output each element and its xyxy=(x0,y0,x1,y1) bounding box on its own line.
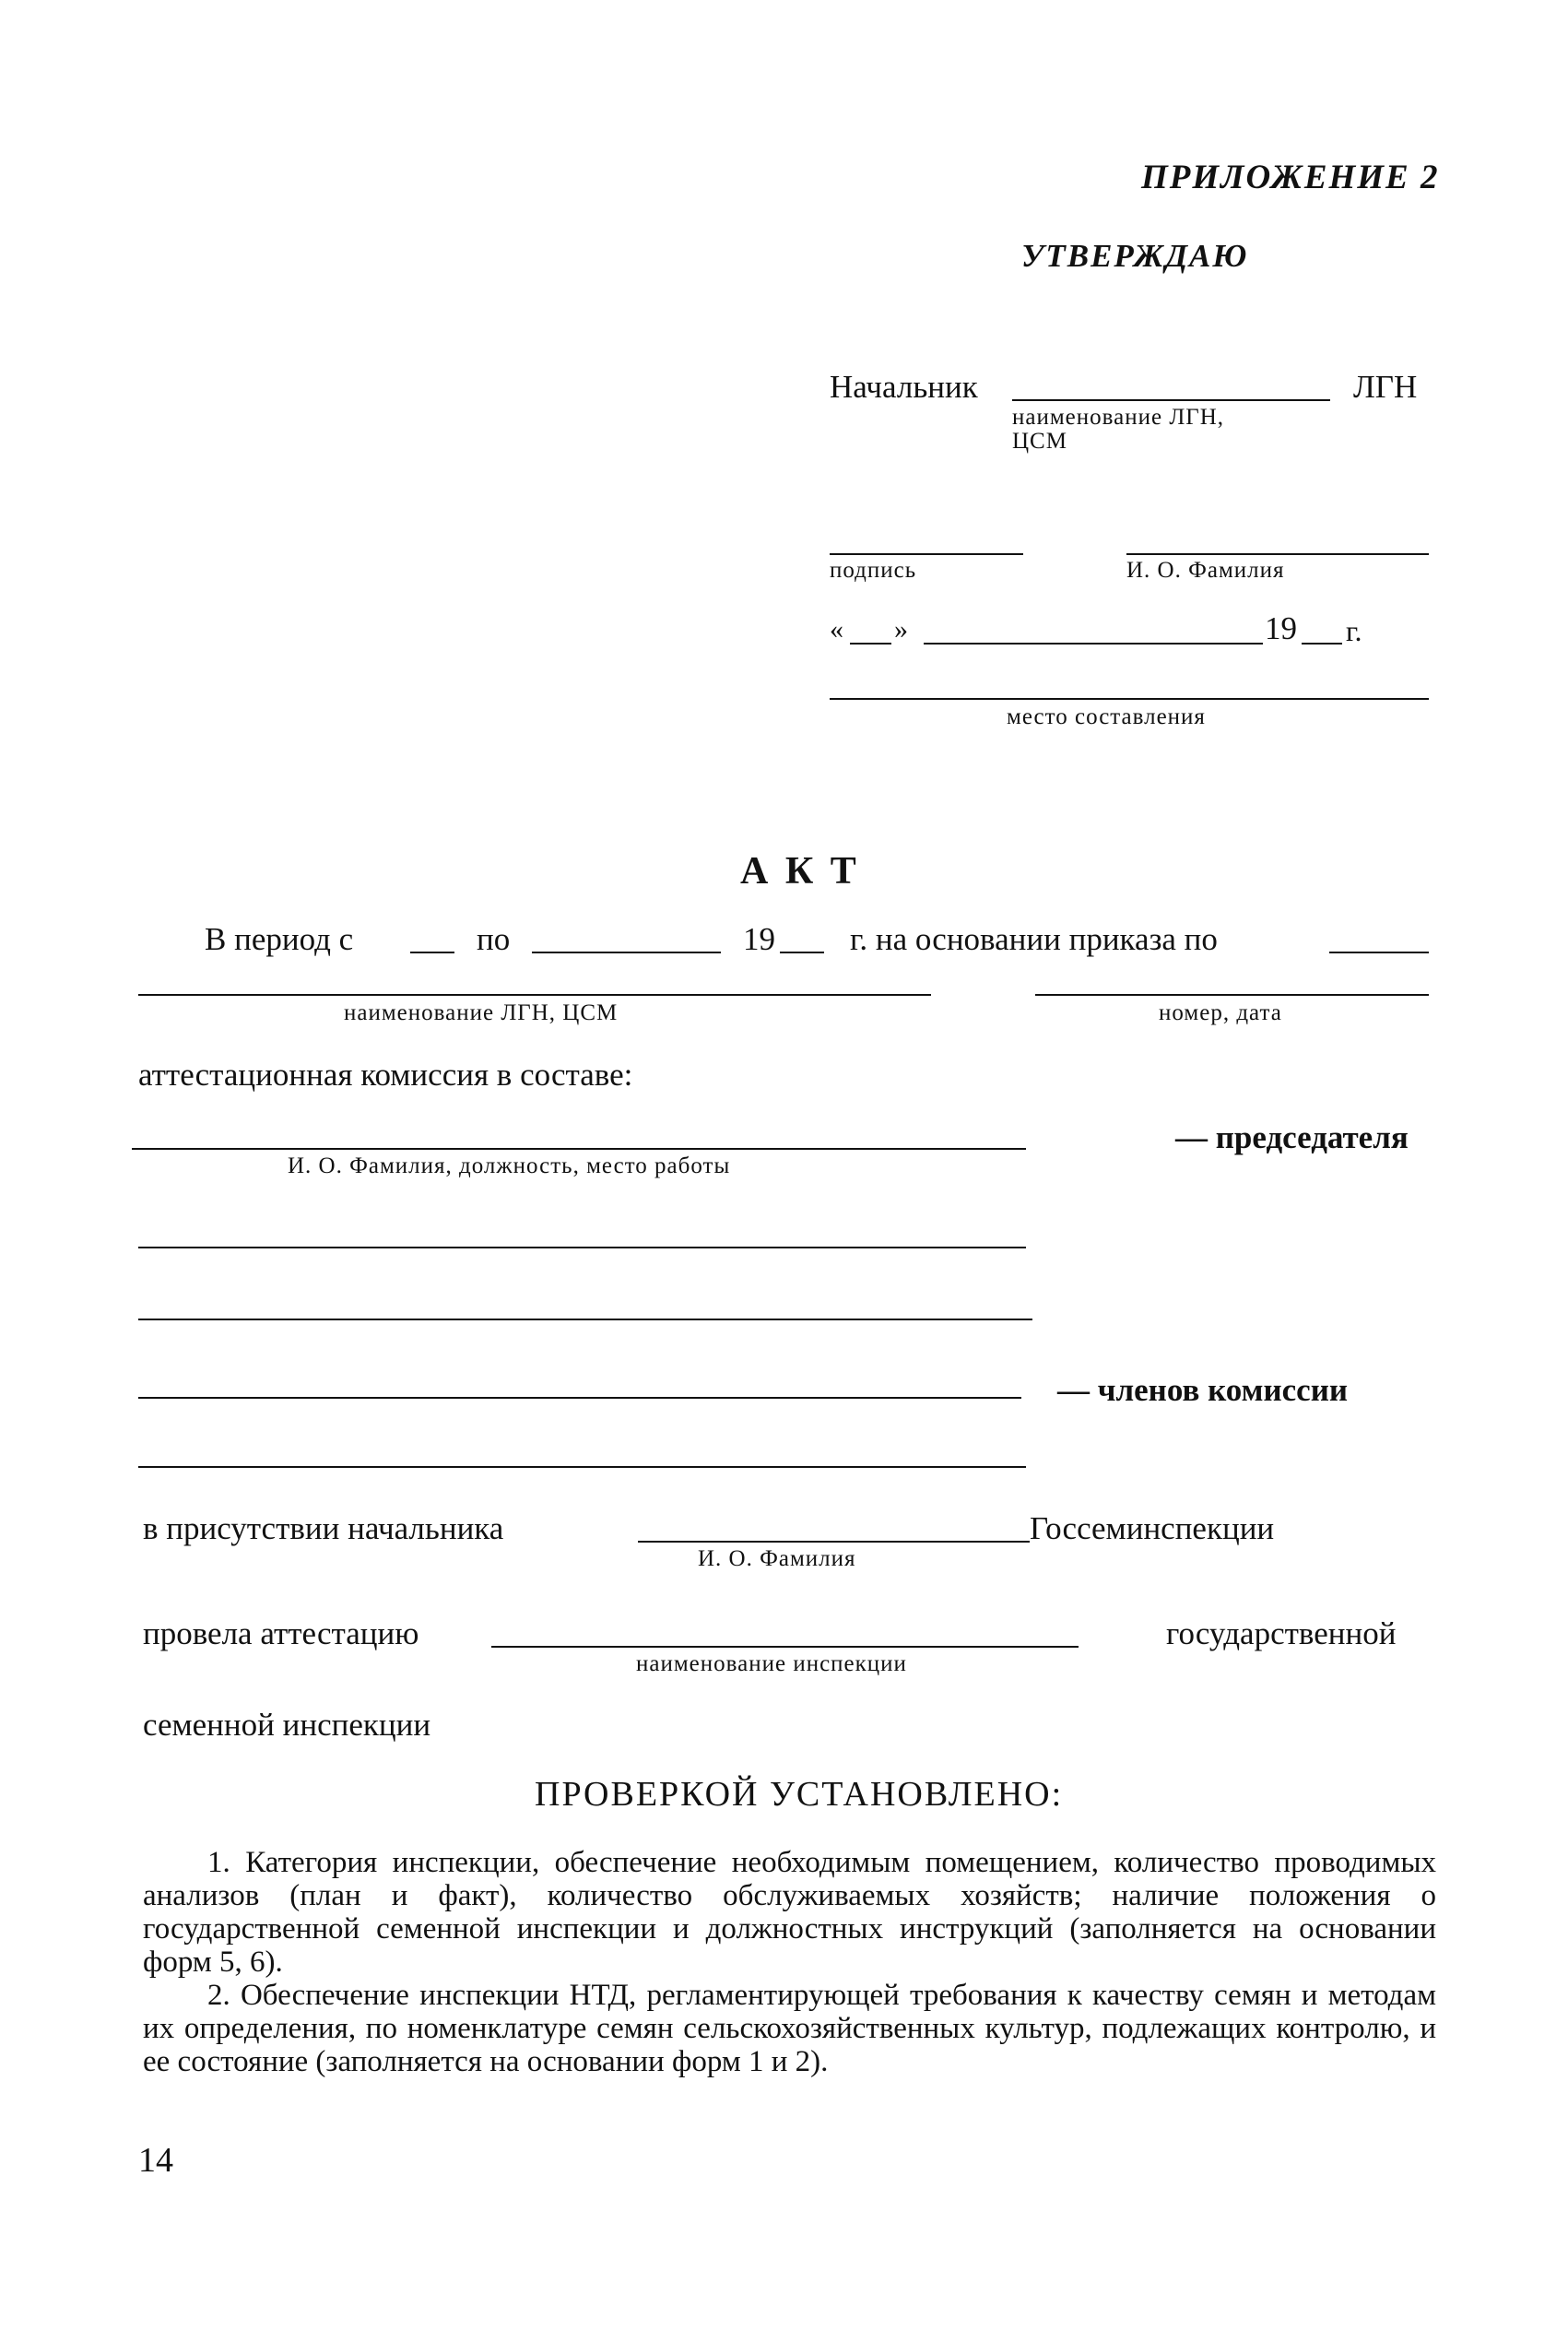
chief-label: Начальник xyxy=(830,369,978,405)
period-to-field[interactable] xyxy=(532,952,721,953)
period-rest-label: г. на основании приказа по xyxy=(850,921,1218,957)
period-to-label: по xyxy=(477,921,511,957)
period-year-label: 19 xyxy=(743,921,775,957)
member-field[interactable] xyxy=(138,1319,1032,1320)
inspection-name-field[interactable] xyxy=(491,1646,1079,1648)
date-close-quote: » xyxy=(894,614,908,645)
presence-name-caption: И. О. Фамилия xyxy=(698,1546,856,1571)
date-year-suffix: г. xyxy=(1346,614,1362,647)
date-month-field[interactable] xyxy=(924,643,1263,645)
seed-inspection-label: семенной инспекции xyxy=(143,1707,431,1743)
conducted-suffix-label: государственной xyxy=(1166,1615,1397,1651)
chief-suffix-label: ЛГН xyxy=(1353,369,1418,405)
place-caption: место составления xyxy=(1007,704,1206,729)
member-field[interactable] xyxy=(138,1397,1021,1399)
date-open-quote: « xyxy=(830,614,843,645)
organization-field[interactable] xyxy=(138,994,931,996)
date-year-field[interactable] xyxy=(1302,643,1342,645)
appendix-label: ПРИЛОЖЕНИЕ 2 xyxy=(1141,159,1440,196)
period-from-field[interactable] xyxy=(410,952,454,953)
member-field[interactable] xyxy=(138,1247,1026,1248)
place-field[interactable] xyxy=(830,698,1429,700)
presence-name-field[interactable] xyxy=(638,1541,1030,1543)
order-number-field[interactable] xyxy=(1035,994,1429,996)
signature-caption: подпись xyxy=(830,558,917,583)
members-role-label: — членов комиссии xyxy=(1057,1372,1349,1408)
period-from-label: В период с xyxy=(205,921,354,957)
chief-org-caption-line2: ЦСМ xyxy=(1012,429,1067,454)
presence-suffix-label: Госсеминспекции xyxy=(1030,1510,1275,1546)
member-field[interactable] xyxy=(138,1466,1026,1468)
period-year-field[interactable] xyxy=(780,952,824,953)
date-day-field[interactable] xyxy=(850,643,891,645)
finding-item-1: 1. Категория инспекции, обеспечение необходимым помещением, количество проводимых анализов (план и факт), количество обслуживаемых хозяйств; наличие положения о государственной семенной инспекции и должностных инструкций (заполняется на основании форм 5, 6). xyxy=(143,1846,1436,1979)
chief-org-caption: наименование ЛГН, xyxy=(1012,405,1225,430)
date-year-prefix: 19 xyxy=(1265,610,1297,646)
approve-label: УТВЕРЖДАЮ xyxy=(1021,238,1249,274)
presence-label: в присутствии начальника xyxy=(143,1510,504,1546)
act-title: А К Т xyxy=(740,850,860,893)
signature-field[interactable] xyxy=(830,553,1023,555)
organization-caption: наименование ЛГН, ЦСМ xyxy=(344,1000,619,1025)
finding-item-2: 2. Обеспечение инспекции НТД, регламентирующей требования к качеству семян и методам их определения, по номенклатуре семян сельскохозяйственных культур, подлежащих контролю, и ее состояние (заполняется на основании форм 1 и 2). xyxy=(143,1979,1436,2078)
chief-org-field[interactable] xyxy=(1012,399,1330,401)
order-by-field[interactable] xyxy=(1329,952,1429,953)
inspection-name-caption: наименование инспекции xyxy=(636,1651,907,1676)
approver-name-caption: И. О. Фамилия xyxy=(1126,558,1285,583)
findings-title: ПРОВЕРКОЙ УСТАНОВЛЕНО: xyxy=(535,1775,1064,1814)
chairman-caption: И. О. Фамилия, должность, место работы xyxy=(288,1153,731,1178)
order-number-caption: номер, дата xyxy=(1159,1000,1282,1025)
commission-label: аттестационная комиссия в составе: xyxy=(138,1057,633,1093)
approver-name-field[interactable] xyxy=(1126,553,1429,555)
conducted-label: провела аттестацию xyxy=(143,1615,419,1651)
page-number: 14 xyxy=(138,2141,173,2180)
chairman-role-label: — председателя xyxy=(1175,1119,1409,1155)
chairman-field[interactable] xyxy=(132,1148,1026,1150)
